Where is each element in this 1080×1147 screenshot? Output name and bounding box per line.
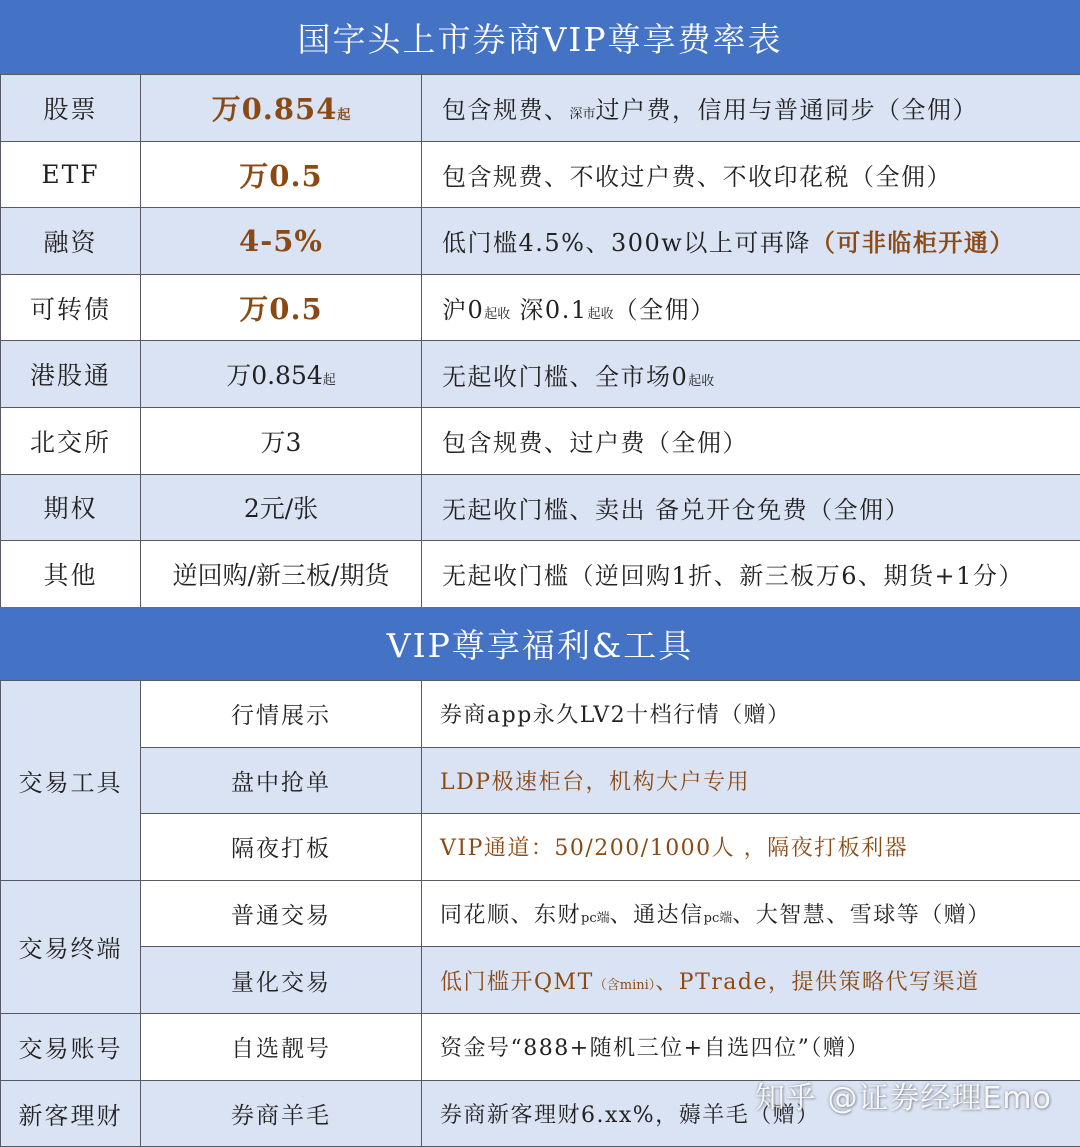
category-trade-tools: 交易工具: [1, 681, 141, 881]
desc-text: 无起收门槛（逆回购1折、新三板万6、期货+1分）: [442, 562, 1024, 591]
rate-value: 逆回购/新三板/期货: [172, 560, 390, 590]
fee-rate: [141, 141, 422, 208]
rate-value: 万3: [260, 427, 302, 457]
table-row: [1, 1013, 1080, 1080]
rate-suffix: 起: [337, 108, 351, 124]
desc-note: 深市: [569, 107, 596, 123]
fee-table: [0, 74, 1080, 608]
product-name: 融资: [1, 208, 141, 275]
category-wealth: 新客理财: [1, 1080, 141, 1147]
benefit-detail: 券商新客理财6.xx%，薅羊毛（赠）: [422, 1080, 1080, 1147]
detail-text: 、PTrade，提供策略代写渠道: [655, 969, 980, 995]
fee-table-title: 国字头上市券商VIP尊享费率表: [0, 0, 1080, 75]
fee-rate: [141, 208, 422, 275]
table-row: [1, 880, 1080, 947]
desc-note: 起收: [688, 373, 715, 389]
fee-description: [422, 474, 1080, 541]
product-name: 期权: [1, 474, 141, 541]
table-row: [1, 474, 1080, 541]
benefit-item: 普通交易: [141, 880, 422, 947]
detail-text: 低门槛开QMT: [440, 969, 594, 995]
benefit-detail: VIP通道：50/200/1000人 ，隔夜打板利器: [422, 814, 1080, 881]
benefits-title: VIP尊享福利&工具: [0, 607, 1080, 681]
product-name: 其他: [1, 541, 141, 608]
rate-value: 万0.854: [211, 92, 338, 127]
table-row: [1, 747, 1080, 814]
benefit-detail: LDP极速柜台，机构大户专用: [422, 747, 1080, 814]
benefit-detail: 券商app永久LV2十档行情（赠）: [422, 681, 1080, 748]
table-row: [1, 274, 1080, 341]
product-name: 股票: [1, 75, 141, 142]
table-row: [1, 541, 1080, 608]
product-name: 可转债: [1, 274, 141, 341]
fee-description: [422, 208, 1080, 275]
table-row: [1, 1080, 1080, 1147]
desc-text: 包含规费、不收过户费、不收印花税（全佣）: [442, 162, 952, 191]
fee-rate: [141, 341, 422, 408]
fee-description: [422, 341, 1080, 408]
product-name: 北交所: [1, 407, 141, 474]
desc-text: （可非临柜开通）: [810, 228, 1015, 258]
detail-text: 、通达信: [609, 903, 704, 929]
product-name: ETF: [1, 141, 141, 208]
detail-note: pc端: [703, 911, 733, 927]
desc-text: 过户费，信用与普通同步（全佣）: [595, 96, 979, 125]
fee-rate: [141, 75, 422, 142]
desc-note: 起收: [484, 307, 511, 323]
benefit-detail: [422, 880, 1080, 947]
fee-description: [422, 407, 1080, 474]
table-row: [1, 814, 1080, 881]
rate-suffix: 起: [322, 373, 336, 389]
rate-value: 4-5%: [239, 223, 323, 258]
desc-text: 包含规费、: [442, 96, 570, 125]
table-row: [1, 407, 1080, 474]
fee-rate: [141, 407, 422, 474]
desc-text: 深0.1: [510, 296, 588, 325]
watermark: 知乎 @证券经理Emo: [754, 1081, 1052, 1116]
table-row: [1, 141, 1080, 208]
benefit-detail: [422, 947, 1080, 1014]
benefit-item: 券商羊毛: [141, 1080, 422, 1147]
desc-text: （全佣）: [613, 296, 716, 325]
benefit-item: 量化交易: [141, 947, 422, 1014]
desc-text: 无起收门槛、卖出 备兑开仓免费（全佣）: [442, 495, 911, 524]
fee-rate: [141, 274, 422, 341]
benefit-item: 盘中抢单: [141, 747, 422, 814]
fee-description: [422, 75, 1080, 142]
table-row: [1, 341, 1080, 408]
detail-text: 同花顺、东财: [440, 903, 582, 929]
benefits-table: [0, 680, 1080, 1147]
desc-text: 包含规费、过户费（全佣）: [442, 429, 748, 458]
fee-description: [422, 541, 1080, 608]
fee-rate: [141, 541, 422, 608]
fee-description: [422, 274, 1080, 341]
benefit-detail: 资金号“888+随机三位+自选四位”（赠）: [422, 1013, 1080, 1080]
rate-value: 万0.5: [239, 158, 323, 193]
table-row: [1, 75, 1080, 142]
detail-note: （含mini）: [593, 977, 656, 993]
desc-text: 无起收门槛、全市场0: [442, 362, 689, 391]
desc-text: 低门槛4.5%、300w以上可再降: [442, 229, 811, 258]
detail-note: pc端: [581, 911, 610, 927]
product-name: 港股通: [1, 341, 141, 408]
table-row: [1, 681, 1080, 748]
category-terminal: 交易终端: [1, 880, 141, 1013]
benefit-item: 行情展示: [141, 681, 422, 748]
desc-text: 沪0: [442, 296, 485, 325]
benefit-item: 隔夜打板: [141, 814, 422, 881]
rate-value: 2元/张: [243, 494, 319, 524]
detail-text: 、大智慧、雪球等（赠）: [732, 903, 991, 929]
fee-rate: [141, 474, 422, 541]
table-row: [1, 947, 1080, 1014]
fee-description: [422, 141, 1080, 208]
table-row: [1, 208, 1080, 275]
rate-value: 万0.854: [226, 361, 323, 391]
rate-value: 万0.5: [239, 292, 323, 327]
category-account: 交易账号: [1, 1013, 141, 1080]
desc-note: 起收: [587, 307, 614, 323]
benefit-item: 自选靓号: [141, 1013, 422, 1080]
